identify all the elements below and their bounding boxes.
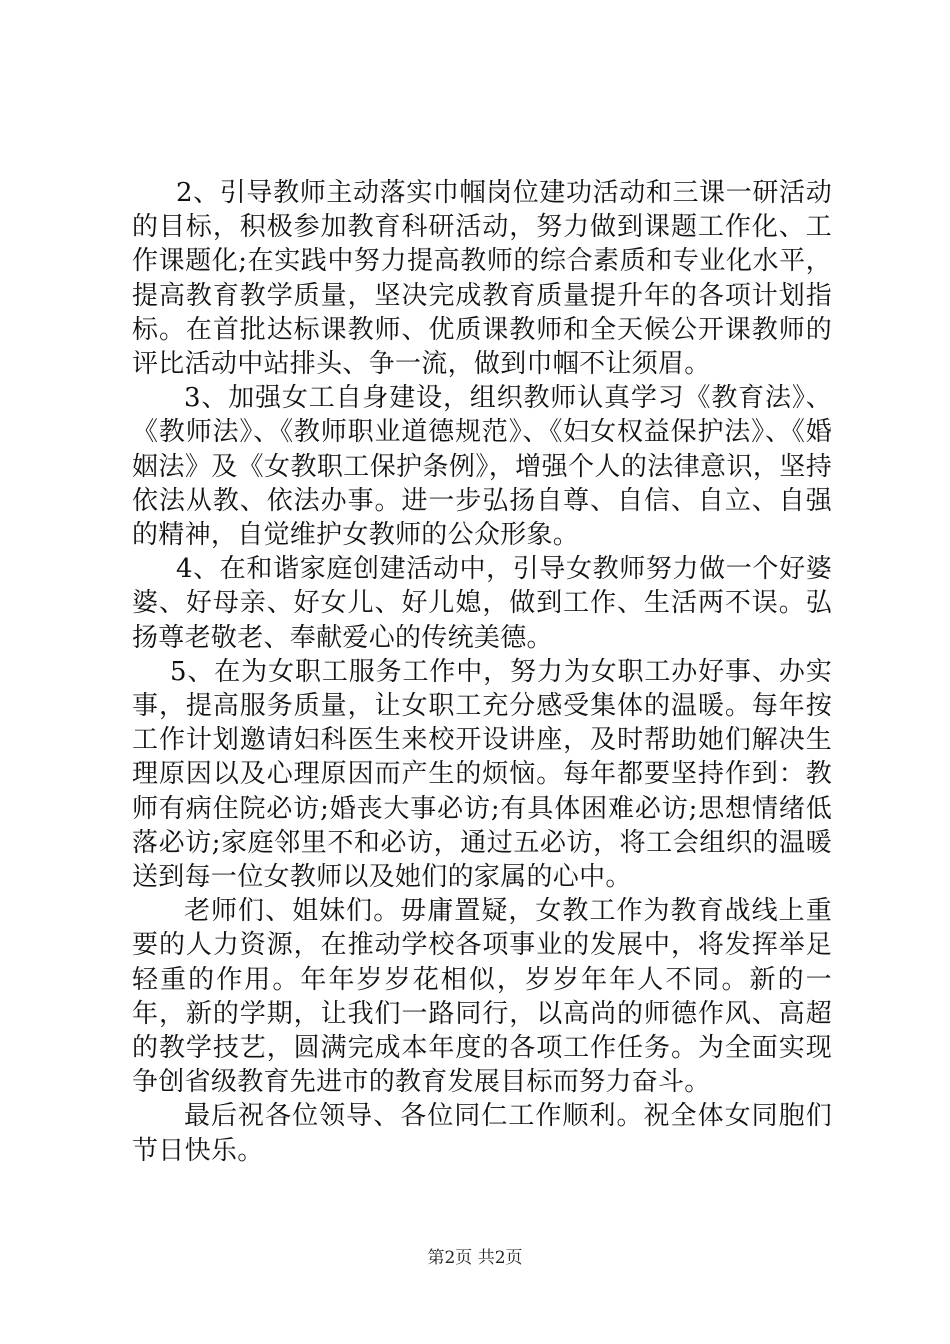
paragraph-closing: 老师们、姐妹们。毋庸置疑，女教工作为教育战线上重要的人力资源，在推动学校各项事业的发展中，将发挥举足轻重的作用。年年岁岁花相似，岁岁年年人不同。新的一年，新的学期，让我们一路同行，以高尚的师德作风、高超的教学技艺，圆满完成本年度的各项工作任务。为全面实现争创省级教育先进市的教育发展目标而努力奋斗。	[132, 896, 832, 1098]
paragraph-item-5: 5、在为女职工服务工作中，努力为女职工办好事、办实事，提高服务质量，让女职工充分感受集体的温暖。每年按工作计划邀请妇科医生来校开设讲座，及时帮助她们解决生理原因以及心理原因而产生的烦恼。每年都要坚持作到：教师有病住院必访;婚丧大事必访;有具体困难必访;思想情绪低落必访;家庭邻里不和必访，通过五必访，将工会组织的温暖送到每一位女教师以及她们的家属的心中。	[132, 656, 832, 893]
paragraph-item-4: 4、在和谐家庭创建活动中，引导女教师努力做一个好婆婆、好母亲、好女儿、好儿媳，做到工作、生活两不误。弘扬尊老敬老、奉献爱心的传统美德。	[132, 554, 832, 653]
paragraph-item-3: 3、加强女工自身建设，组织教师认真学习《教育法》、《教师法》、《教师职业道德规范》、《妇女权益保护法》、《婚姻法》及《女教职工保护条例》，增强个人的法律意识，坚持依法从教、依法办事。进一步弘扬自尊、自信、自立、自强的精神，自觉维护女教师的公众形象。	[132, 383, 832, 551]
page-number-footer: 第2页 共2页	[427, 1248, 523, 1268]
document-body	[132, 176, 832, 1168]
paragraph-item-2: 2、引导教师主动落实巾帼岗位建功活动和三课一研活动的目标，积极参加教育科研活动，努力做到课题工作化、工作课题化;在实践中努力提高教师的综合素质和专业化水平，提高教育教学质量，坚决完成教育质量提升年的各项计划指标。在首批达标课教师、优质课教师和全天候公开课教师的评比活动中站排头、争一流，做到巾帼不让须眉。	[132, 178, 832, 380]
paragraph-wishes: 最后祝各位领导、各位同仁工作顺利。祝全体女同胞们节日快乐。	[132, 1101, 832, 1166]
